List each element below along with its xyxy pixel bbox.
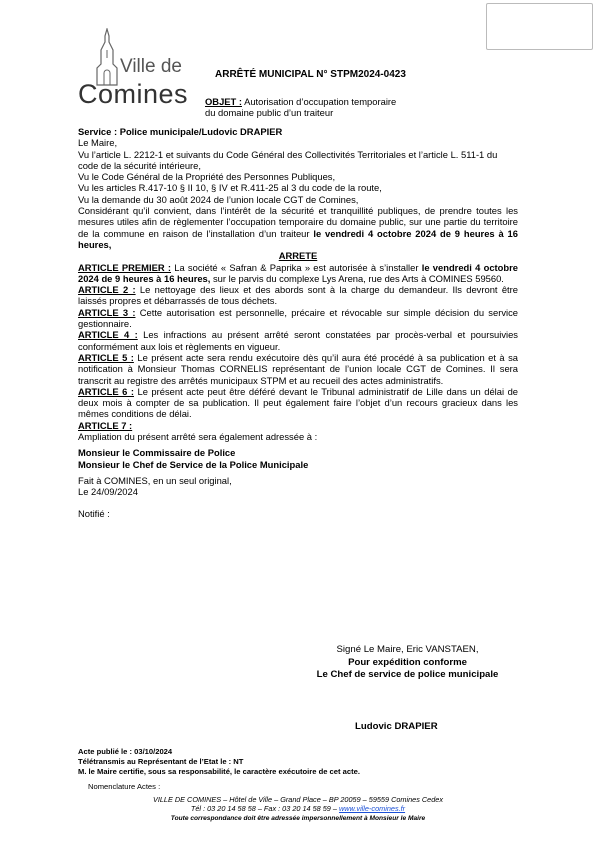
fait-line: Fait à COMINES, en un seul original, (78, 474, 232, 486)
signature-line-1: Signé Le Maire, Eric VANSTAEN, (336, 644, 479, 655)
ampliation-line: Ampliation du présent arrêté sera également adressée à : (78, 431, 318, 443)
registration-stamp-box (486, 3, 593, 50)
signature-line-2: Pour expédition conforme (348, 656, 467, 668)
article-2: ARTICLE 2 : Le nettoyage des lieux et des abords sont à la charge du demandeur. Ils devront être laissés propres et débarrassés de tous déchets. (78, 284, 518, 307)
certification-line: M. le Maire certifie, sous sa responsabilité, le caractère exécutoire de cet acte. (78, 767, 360, 776)
vu-line: Vu les articles R.417-10 § II 10, § IV et R.411-25 al 3 du code de la route, (78, 182, 382, 194)
website-link[interactable]: www.ville-comines.fr (338, 804, 406, 814)
objet-label: OBJET : (205, 96, 242, 107)
article-5: ARTICLE 5 : Le présent acte sera rendu exécutoire dès qu’il aura été procédé à sa publication et à sa notification à Monsieur Thomas CORNELIS représentant de l’union locale CGT de Comines. Il sera transcrit au registre des arrêtés municipaux STPM et au recueil des actes administratifs. (78, 351, 518, 386)
footer-address: VILLE DE COMINES – Hôtel de Ville – Grand Place – BP 20059 – 59559 Comines Cedex (152, 795, 443, 804)
service-line: Service : Police municipale/Ludovic DRAPIER (78, 126, 283, 137)
signature-line-3: Le Chef de service de police municipale (316, 669, 499, 680)
document-body (78, 126, 518, 519)
article-7: ARTICLE 7 : (78, 419, 133, 431)
vu-line: Vu le Code Général de la Propriété des Personnes Publiques, (78, 171, 336, 183)
date-line: Le 24/09/2024 (78, 486, 138, 498)
recipient: Monsieur le Chef de Service de la Police Municipale (78, 458, 309, 470)
footer-contact: Tél : 03 20 14 58 58 – Fax : 03 20 14 58 59 – www.ville-comines.fr (190, 804, 406, 814)
article-4: ARTICLE 4 : Les infractions au présent arrêté seront constatées par procès-verbal et poursuivies conformément aux lois et règlements en vigueur. (78, 329, 518, 352)
document-title: ARRÊTÉ MUNICIPAL N° STPM2024-0423 (215, 69, 406, 80)
ville-de-comines-logo (78, 28, 198, 108)
teletransmis-line: Télétransmis au Représentant de l’Etat le : NT (78, 757, 244, 766)
article-6: ARTICLE 6 : Le présent acte peut être déféré devant le Tribunal administratif de Lille dans un délai de deux mois à compter de sa publication. Il peut également faire l’objet d’un recours gracieux dans les mêmes conditions de délai. (78, 385, 518, 420)
le-maire-line: Le Maire, (78, 137, 118, 149)
considerant-paragraph: Considérant qu’il convient, dans l’intérêt de la sécurité et tranquillité publiques, de prendre toutes les mesures utiles afin de règlementer l’occupation temporaire du domaine public, sur une partie du territoire de la commune en raison de l’installation d’un traiteur le vendredi 4 octobre 2024 de 9 heures à 16 heures, (78, 205, 518, 250)
church-icon (95, 28, 119, 86)
arrete-heading: ARRETE (278, 250, 318, 262)
footer-notice: Toute correspondance doit être adressée impersonnellement à Monsieur le Maire (170, 814, 426, 822)
logo-comines-text: Comines (78, 79, 189, 109)
logo-ville-text: Ville de (120, 56, 182, 77)
article-3: ARTICLE 3 : Cette autorisation est personnelle, précaire et révocable sur simple décision du service gestionnaire. (78, 306, 519, 330)
article-1: ARTICLE PREMIER : La société « Safran & Paprika » est autorisée à s’installer le vendredi 4 octobre 2024 de 9 heures à 16 heures, sur le parvis du complexe Lys Arena, rue des Arts à COMINES 59560. (78, 261, 518, 284)
published-date: Acte publié le : 03/10/2024 (78, 747, 173, 756)
publication-info (78, 747, 360, 777)
recipient: Monsieur le Commissaire de Police (78, 447, 236, 459)
objet-text: Autorisation d’occupation temporaire du domaine public d’un traiteur (205, 96, 397, 118)
objet-block (205, 96, 405, 118)
page-footer (78, 795, 518, 823)
vu-line: Vu l’article L. 2212-1 et suivants du Code Général des Collectivités Territoriales et l’article L. 511-1 du code de la sécurité intérieure, (78, 148, 498, 171)
signature-block (300, 644, 515, 682)
nomenclature-line: Nomenclature Actes : (88, 782, 161, 791)
notifie-line: Notifié : (78, 507, 110, 519)
signatory-name: Ludovic DRAPIER (355, 721, 438, 732)
vu-line: Vu la demande du 30 août 2024 de l’union locale CGT de Comines, (78, 193, 359, 205)
